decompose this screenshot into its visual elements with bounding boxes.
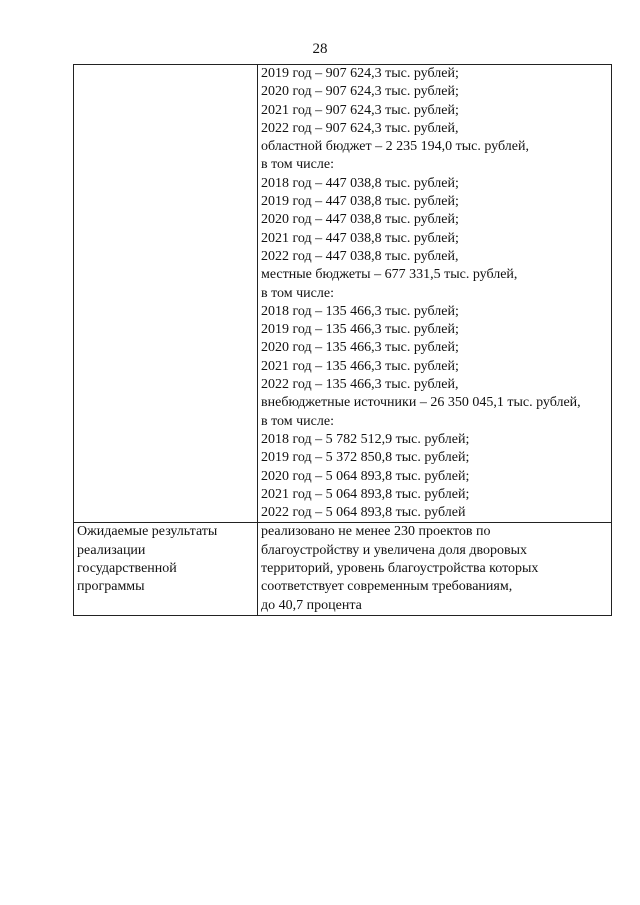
result-line: благоустройству и увеличена доля дворовых [261, 542, 527, 558]
table-row-expected-results [74, 523, 612, 615]
funding-line: 2021 год – 5 064 893,8 тыс. рублей; [261, 486, 470, 502]
funding-line: 2020 год – 907 624,3 тыс. рублей; [261, 84, 459, 100]
funding-line: 2019 год – 907 624,3 тыс. рублей; [261, 66, 459, 81]
funding-line: 2020 год – 135 466,3 тыс. рублей; [261, 340, 459, 356]
funding-line: 2019 год – 5 372 850,8 тыс. рублей; [261, 450, 470, 466]
label-line: реализации [77, 542, 146, 558]
funding-line: 2021 год – 135 466,3 тыс. рублей; [261, 358, 459, 374]
expected-results-value-cell [258, 523, 612, 615]
label-line: Ожидаемые результаты [77, 524, 218, 540]
expected-results-label-cell [74, 523, 258, 615]
result-line: реализовано не менее 230 проектов по [261, 524, 491, 540]
funding-line: в том числе: [261, 157, 334, 173]
funding-line: 2019 год – 135 466,3 тыс. рублей; [261, 322, 459, 338]
row-label-cell [74, 65, 258, 523]
funding-line: областной бюджет – 2 235 194,0 тыс. рублей, [261, 139, 529, 155]
funding-line: местные бюджеты – 677 331,5 тыс. рублей, [261, 267, 518, 283]
funding-line: в том числе: [261, 285, 334, 301]
funding-line: 2022 год – 135 466,3 тыс. рублей, [261, 377, 459, 393]
funding-line: 2021 год – 447 038,8 тыс. рублей; [261, 230, 459, 246]
funding-line: 2020 год – 5 064 893,8 тыс. рублей; [261, 468, 470, 484]
label-line: программы [77, 579, 145, 595]
result-line: территорий, уровень благоустройства которых [261, 561, 539, 577]
page-number: 28 [312, 41, 328, 57]
funding-values-cell [258, 65, 612, 523]
funding-line: 2022 год – 907 624,3 тыс. рублей, [261, 120, 459, 136]
funding-line: в том числе: [261, 413, 334, 429]
label-line: государственной [77, 561, 177, 577]
funding-line: 2019 год – 447 038,8 тыс. рублей; [261, 194, 459, 210]
funding-line: внебюджетные источники – 26 350 045,1 тыс. рублей, [261, 395, 581, 411]
funding-line: 2018 год – 135 466,3 тыс. рублей; [261, 303, 459, 319]
funding-line: 2021 год – 907 624,3 тыс. рублей; [261, 102, 459, 118]
funding-line: 2022 год – 5 064 893,8 тыс. рублей [261, 505, 466, 521]
funding-line: 2020 год – 447 038,8 тыс. рублей; [261, 212, 459, 228]
result-line: до 40,7 процента [261, 597, 362, 613]
funding-line: 2022 год – 447 038,8 тыс. рублей, [261, 248, 459, 264]
result-line: соответствует современным требованиям, [261, 579, 513, 595]
funding-line: 2018 год – 5 782 512,9 тыс. рублей; [261, 431, 470, 447]
table-row-funding [74, 65, 612, 523]
program-passport-table [73, 64, 612, 616]
funding-line: 2018 год – 447 038,8 тыс. рублей; [261, 175, 459, 191]
